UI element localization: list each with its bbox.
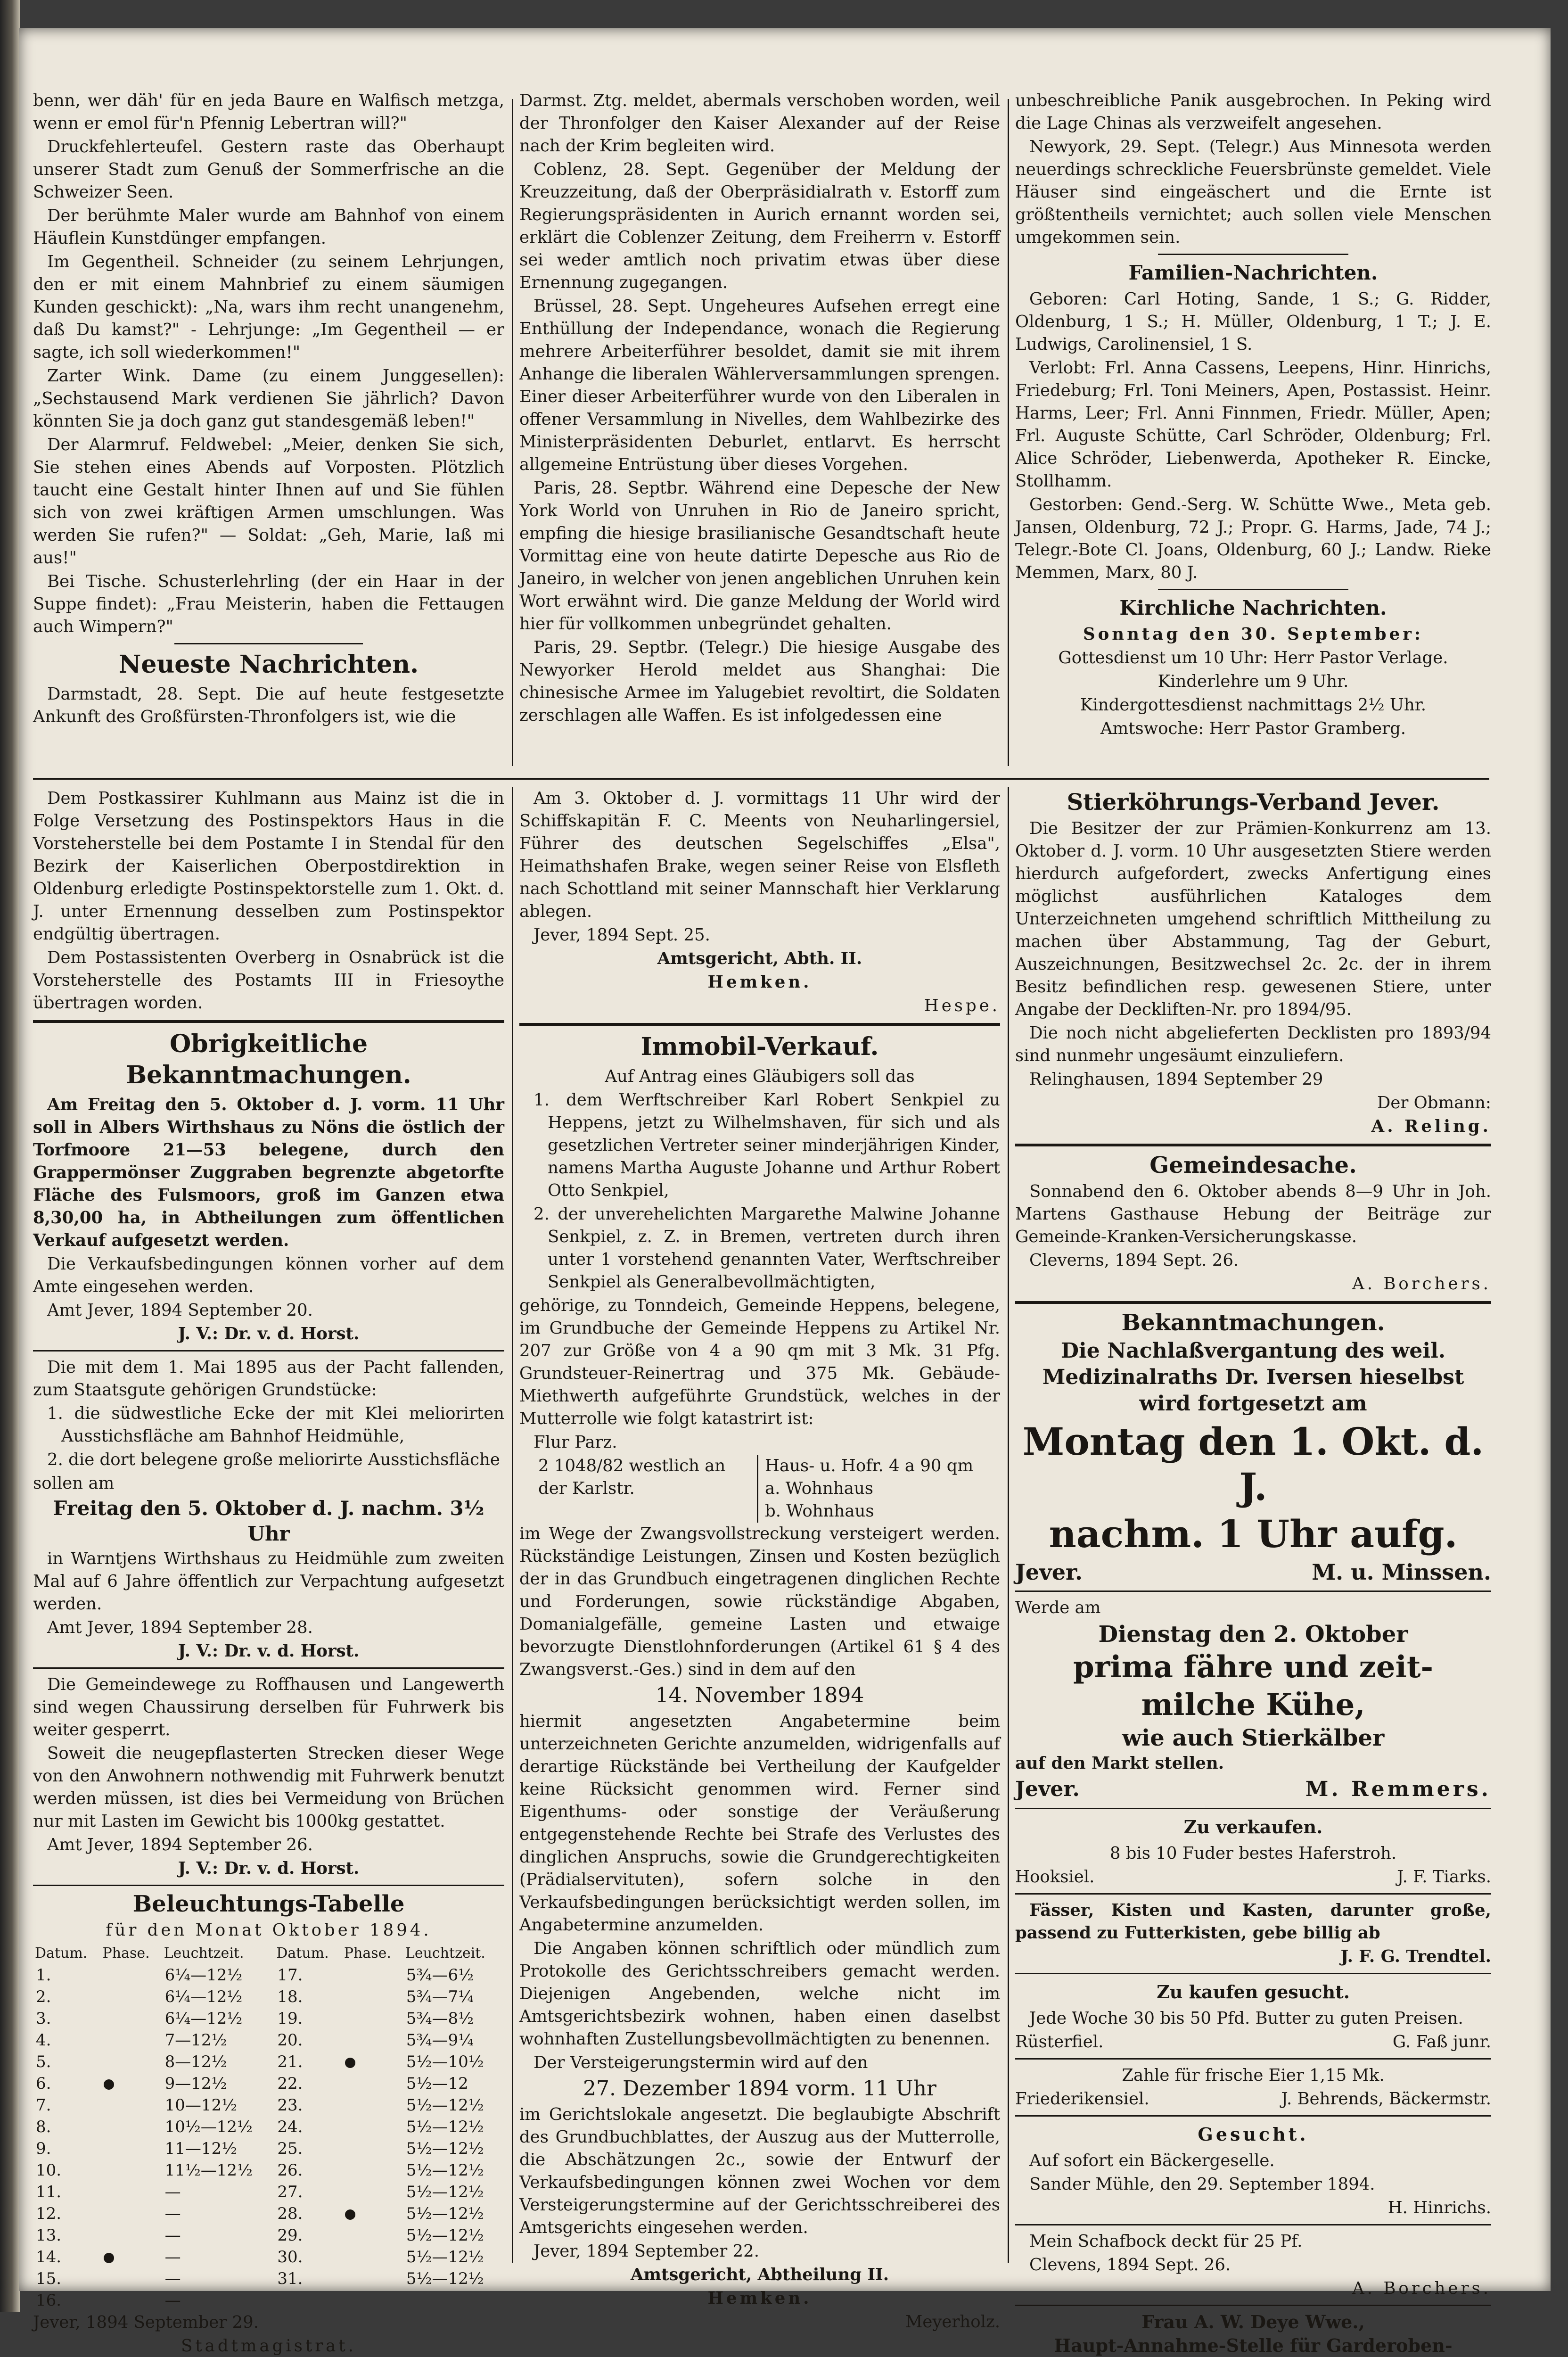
column-rule (1008, 787, 1009, 2263)
news-item-1: Darmst. Ztg. meldet, abermals verschoben worden, weil der Thronfolger den Kaiser Alexander auf der Reise nach der Krim begleiten wird. (519, 91, 1000, 156)
eier-body: Zahle für frische Eier 1,15 Mk. (1122, 2066, 1385, 2085)
moon-phase-cell (342, 2225, 403, 2246)
divider (1015, 2224, 1491, 2225)
section-heading-news: Neueste Nachrichten. (118, 650, 419, 679)
time-cell: 5½—12½ (406, 2118, 484, 2136)
deye-line-2: Haupt-Annahme-Stelle für Garderoben- (1054, 2335, 1453, 2356)
table-row (33, 2138, 504, 2159)
time-cell: — (164, 2248, 181, 2266)
moon-phase-icon (104, 2253, 114, 2263)
immobil-body-5: Der Versteigerungstermin wird auf den (534, 2053, 868, 2072)
time-cell: — (164, 2226, 181, 2245)
time-cell: — (164, 2204, 181, 2223)
anecdote-6: Der Alarmruf. Feldwebel: „Meier, denken Sie sich, Sie stehen eines Abends auf Vorposten. Plötzlich taucht eine Gestalt hinter Ihnen auf und Sie fühlen sich von zwei kräftigen Armen umschlungen. Was werden Sie rufen?" — Soldat: „Geh, Marie, laß mi aus!" (33, 435, 504, 568)
book-spine (0, 0, 20, 2312)
court-notice-text: Am 3. Oktober d. J. vormittags 11 Uhr wird der Schiffskapitän F. C. Meents von Neuharlingersiel, Führer des deutschen Segelschiffes „Elsa", Heimathshafen Brake, wegen seiner Reise von Elsfleth nach Schottland mit seiner Mannschaft hier Verklarung ablegen. (519, 789, 1000, 921)
official-notice-1-sig: J. V.: Dr. v. d. Horst. (178, 1324, 360, 1343)
date-cell: 29. (277, 2226, 303, 2245)
moon-phase-cell (342, 2116, 403, 2138)
eier-place: Friederikensiel. (1015, 2089, 1149, 2109)
col-header: Datum. (35, 1945, 88, 1961)
time-cell: — (164, 2183, 181, 2201)
date-cell: 1. (36, 1966, 51, 1985)
gesucht-place: Sander Mühle, den 29. September 1894. (1029, 2175, 1375, 2194)
faesser-sig: J. F. G. Trendtel. (1340, 1947, 1491, 1966)
immobil-flur: Flur Parz. (534, 1433, 617, 1452)
news-item-paris-2: Paris, 29. Septbr. (Telegr.) Die hiesige Ausgabe des Newyorker Herold meldet aus Shanghai: Die chinesische Armee im Yalugebiet revoltirt, die Soldaten zerschlagen alle Waffen. Es ist infolgedessen eine (519, 638, 1000, 725)
time-cell: 6¼—12½ (164, 1966, 243, 1985)
family-born: Geboren: Carl Hoting, Sande, 1 S.; G. Ridder, Oldenburg, 1 S.; H. Müller, Oldenburg, 1 T.; J. E. Ludwigs, Carolinensiel, 1 S. (1015, 289, 1491, 354)
table-row (33, 2290, 504, 2311)
moon-phase-cell (101, 1964, 162, 1986)
stier-body: Die Besitzer der zur Prämien-Konkurrenz am 13. Oktober d. J. vorm. 10 Uhr ausgesetzten Stiere werden hierdurch aufgefordert, zwecks Anfertigung eines möglichst ausführlichen Kataloges dem Unterzeichneten umgehend schriftlich Mittheilung zu machen über Abstammung, Tag der Geburt, Auszeichnungen, Besitzwechsel 2c. 2c. der in ihrem Besitz befindlichen resp. gewesenen Stiere, unter Angabe der Deckliften-Nr. pro 1894/95. (1015, 819, 1491, 1019)
time-cell: 5¾—7¼ (406, 1987, 474, 2006)
official-notice-2-sig: J. V.: Dr. v. d. Horst. (178, 1641, 360, 1661)
church-kids-service: Kindergottesdienst nachmittags 2½ Uhr. (1080, 695, 1427, 715)
moon-phase-cell (342, 2159, 403, 2181)
divider (33, 1350, 504, 1352)
date-cell (274, 2290, 342, 2311)
date-cell: 18. (277, 1987, 303, 2006)
moon-phase-cell (101, 1986, 162, 2008)
nachlass-time-big: nachm. 1 Uhr aufg. (1049, 1512, 1458, 1556)
parcel-line: b. Wohnhaus (765, 1501, 874, 1521)
time-cell: 10½—12½ (164, 2118, 253, 2136)
eier-sig-row (1015, 2088, 1491, 2110)
official-notice-2-item-1: 1. die südwestliche Ecke der mit Klei meliorirten Ausstichsfläche am Bahnhof Heidmühle, (47, 1404, 504, 1446)
moon-phase-cell (101, 2181, 162, 2203)
top-column-2 (519, 90, 1000, 773)
divider (1015, 1808, 1491, 1809)
date-cell: 11. (36, 2183, 62, 2201)
gesucht-body: Auf sofort ein Bäckergeselle. (1029, 2151, 1275, 2170)
column-rule (512, 787, 513, 2263)
official-notice-2-item-2: 2. die dort belegene große meliorirte Ausstichsfläche (47, 1450, 500, 1469)
time-cell: 5½—12 (406, 2074, 468, 2093)
immobil-place: Jever, 1894 September 22. (534, 2242, 760, 2261)
section-heading-immobil: Immobil-Verkauf. (640, 1032, 879, 1061)
table-row (33, 2094, 504, 2116)
anecdote-3: Der berühmte Maler wurde am Bahnhof von einem Häuflein Kunstdünger empfangen. (33, 206, 504, 248)
time-cell: 5¾—8½ (406, 2009, 474, 2028)
divider (1015, 1893, 1491, 1895)
immobil-body-6: im Gerichtslokale angesetzt. Die beglaubigte Abschrift des Grundbuchblattes, der Auszug aus der Mutterrolle, die Abschätzungen 2c., sowie der Entwurf der Verkaufsbedingungen können zwei Wochen vor dem Versteigerungstermine auf der Gerichtsschreiberei des Amtsgerichts eingesehen werden. (519, 2105, 1000, 2237)
moon-phase-cell (342, 2181, 403, 2203)
time-cell: — (164, 2291, 181, 2310)
date-cell: 15. (36, 2269, 62, 2288)
moon-phase-cell (101, 2116, 162, 2138)
official-notice-1: Am Freitag den 5. Oktober d. J. vorm. 11 Uhr soll in Albers Wirthshaus zu Nöns die östlich der Torfmoore 21—53 belegene, durch den Grappermönser Zuggraben begrenzte abgetorfte Fläche des Fulsmoors, groß im Ganzen etwa 8,30,00 ha, in Abtheilungen zum öffentlichen Verkauf aufgesetzt werden. (33, 1095, 504, 1250)
stier-body-2: Die noch nicht abgelieferten Decklisten pro 1893/94 sind nunmehr ungesäumt einzuliefern. (1015, 1023, 1491, 1065)
stier-place: Relinghausen, 1894 September 29 (1029, 1070, 1323, 1089)
verkaufen-sig: J. F. Tiarks. (1397, 1867, 1491, 1887)
anecdote-4: Im Gegentheil. Schneider (zu seinem Lehrjungen, den er mit einem Mahnbrief zu einem säumigen Kunden geschickt): „Na, wars ihm recht unangenehm, daß Du kamst?" - Lehrjunge: „Im Gegentheil — er sagte, ich soll wiederkommen!" (33, 252, 504, 362)
anecdote-5: Zarter Wink. Dame (zu einem Junggesellen): „Sechstausend Mark verdienen Sie jährlich? Davon könnten Sie ja doch ganz gut standesgemäß leben!" (33, 366, 504, 431)
table-row (33, 2116, 504, 2138)
nachlass-sig: M. u. Minssen. (1312, 1559, 1491, 1585)
court-notice-sig-3: Hespe. (924, 996, 1000, 1015)
immobil-body-3: hiermit angesetzten Angabetermine beim unterzeichneten Gerichte anzumelden, widrigenfalls auf derartige Rückstände bei Vertheilung der Kaufgelder keine Rücksicht genommen wird. Ferner sind Eigenthums- oder sonstige der Veräußerung entgegenstehende Rechte bei Strafe des Verlustes des dinglichen Anspruchs, sowie die Grundgerechtigkeiten (Prädialservituten), sofern solche in den Verkaufsbedingungen berücksichtigt werden sollen, im Angabetermine anzumelden. (519, 1712, 1000, 1935)
kaufen-sig: G. Faß junr. (1392, 2032, 1491, 2052)
bekannt-heading: Bekanntmachungen. (1121, 1310, 1385, 1336)
date-cell: 26. (277, 2161, 303, 2180)
church-date: Sonntag den 30. September: (1083, 625, 1424, 644)
time-cell: 11½—12½ (164, 2161, 253, 2180)
gemeinde-sig: A. Borchers. (1352, 1274, 1491, 1294)
divider (33, 1885, 504, 1886)
moon-phase-cell (101, 2246, 162, 2268)
date-cell: 27. (277, 2183, 303, 2201)
section-heading-church: Kirchliche Nachrichten. (1119, 596, 1387, 619)
moon-phase-icon (345, 2209, 355, 2220)
time-cell: 5¾—6½ (406, 1966, 474, 1985)
date-cell: 5. (36, 2052, 51, 2071)
table-row (33, 2029, 504, 2051)
remmers-intro: Werde am (1015, 1598, 1101, 1617)
table-row (33, 1986, 504, 2008)
family-engaged: Verlobt: Frl. Anna Cassens, Leepens, Hinr. Hinrichs, Friedeburg; Frl. Toni Meiners, Apen, Postassist. Heinr. Harms, Leer; Frl. Anni Finnmen, Friedr. Müller, Apen; Frl. Auguste Schütte, Carl Schröder, Oldenburg; Frl. Alice Schröder, Liebenwerda, Apotheker R. Eincke, Stollhamm. (1015, 358, 1491, 491)
parcel-line: Haus- u. Hofr. 4 a 90 qm (765, 1456, 974, 1475)
immobil-date-1: 14. November 1894 (655, 1683, 864, 1707)
moon-phase-icon (104, 2079, 114, 2090)
section-heading-family: Familien-Nachrichten. (1128, 261, 1378, 284)
stier-sig-2: A. Reling. (1371, 1117, 1491, 1136)
date-cell: 24. (277, 2118, 303, 2136)
immobil-parcel-right (757, 1455, 973, 1523)
moon-phase-cell (342, 2203, 403, 2225)
faesser-body: Fässer, Kisten und Kasten, darunter große, passend zu Futterkisten, gebe billig ab (1015, 1901, 1491, 1943)
official-notice-3-sig: J. V.: Dr. v. d. Horst. (178, 1859, 360, 1878)
gemeinde-body: Sonnabend den 6. Oktober abends 8—9 Uhr in Joh. Martens Gasthause Hebung der Beiträge zur Gemeinde-Kranken-Versicherungskasse. (1015, 1182, 1491, 1246)
moon-phase-cell (101, 2138, 162, 2159)
official-notice-2-date: Amt Jever, 1894 September 28. (47, 1618, 313, 1637)
post-notice-1: Dem Postkassirer Kuhlmann aus Mainz ist die in Folge Versetzung des Postinspektors Haus in die Vorsteherstelle bei dem Postamte I in Stendal für den Bezirk der Kaiserlichen Oberpostdirektion in Oldenburg erledigte Postinspektorstelle zum 1. Okt. d. J. unter Ernennung desselben zum Postinspektor endgültig übertragen. (33, 789, 504, 944)
schafbock-sig: A. Borchers. (1352, 2279, 1491, 2298)
newspaper-page (19, 28, 1551, 2356)
immobil-sig-2: Hemken. (707, 2289, 812, 2308)
time-cell: 10—12½ (164, 2096, 238, 2115)
date-cell: 25. (277, 2139, 303, 2158)
date-cell: 20. (277, 2031, 303, 2050)
kaufen-place: Rüsterfiel. (1015, 2032, 1104, 2052)
time-cell: 11—12½ (164, 2139, 238, 2158)
nachlass-place: Jever. (1015, 1559, 1083, 1585)
time-cell: 7—12½ (164, 2031, 227, 2050)
moon-phase-cell (101, 2094, 162, 2116)
time-cell: 5½—12½ (406, 2226, 484, 2245)
time-cell: 5¾—9¼ (406, 2031, 474, 2050)
news-item-bruessel: Brüssel, 28. Sept. Ungeheures Aufsehen erregt eine Enthüllung der Independance, wonach die Regierung mehrere Arbeiterführer besoldet, damit sie mit ihrem Anhange die liberalen Wählerversammlungen sprengen. Einer dieser Arbeiterführer wurde von den Liberalen in offener Versammlung in Nivelles, dem Wahlbezirke des Ministerpräsidenten Deburlet, entlarvt. Es herrscht allgemeine Entrüstung über dieses Vorgehen. (519, 297, 1000, 474)
top-column-1 (33, 90, 504, 773)
table-row (33, 2268, 504, 2290)
divider (1015, 1144, 1491, 1146)
remmers-calves: wie auch Stierkälber (1122, 1725, 1385, 1751)
divider (33, 1667, 504, 1669)
official-notice-3-date: Amt Jever, 1894 September 26. (47, 1835, 313, 1854)
official-notice-3: Die Gemeindewege zu Roffhausen und Langewerth sind wegen Chaussirung derselben für Fuhrwerk bis weiter gesperrt. (33, 1675, 504, 1739)
lighting-table-body (33, 1964, 504, 2311)
lighting-sig-1: Stadtmagistrat. (181, 2336, 356, 2356)
moon-phase-cell (342, 1964, 403, 1986)
top-column-3 (1015, 90, 1491, 773)
date-cell: 8. (36, 2118, 51, 2136)
date-cell: 13. (36, 2226, 62, 2245)
lower-middle-column (519, 787, 1000, 2332)
time-cell: 8—12½ (164, 2052, 227, 2071)
immobil-sig-1: Amtsgericht, Abtheilung II. (630, 2265, 889, 2284)
divider (519, 1023, 1000, 1026)
col-header: Datum. (276, 1945, 329, 1961)
date-cell: 30. (277, 2248, 303, 2266)
table-row (33, 2073, 504, 2094)
divider (1015, 1301, 1491, 1304)
verkaufen-heading: Zu verkaufen. (1183, 1816, 1323, 1838)
official-notice-2-date-big: Freitag den 5. Oktober d. J. nachm. 3½ Uhr (53, 1497, 484, 1545)
date-cell: 12. (36, 2204, 62, 2223)
date-cell: 31. (277, 2269, 303, 2288)
moon-phase-cell (342, 2094, 403, 2116)
time-cell: — (164, 2269, 181, 2288)
moon-phase-cell (101, 2029, 162, 2051)
divider (1015, 2305, 1491, 2306)
lighting-table-heading: Beleuchtungs-Tabelle (132, 1891, 405, 1917)
immobil-intro: Auf Antrag eines Gläubigers soll das (605, 1067, 915, 1086)
divider (33, 1020, 504, 1023)
nachlass-sig-row (1015, 1558, 1491, 1586)
kaufen-sig-row (1015, 2031, 1491, 2053)
table-row (33, 2246, 504, 2268)
time-cell: 6¼—12½ (164, 2009, 243, 2028)
court-notice-date: Jever, 1894 Sept. 25. (534, 925, 710, 945)
moon-phase-cell (101, 2203, 162, 2225)
lighting-table-header-row (33, 1943, 504, 1964)
moon-phase-cell (342, 2051, 403, 2073)
moon-phase-cell (101, 2225, 162, 2246)
stier-heading: Stierköhrungs-Verband Jever. (1067, 789, 1440, 816)
moon-phase-cell (101, 2008, 162, 2029)
table-row (33, 2203, 504, 2225)
immobil-item-1: 1. dem Werftschreiber Karl Robert Senkpiel zu Heppens, jetzt zu Wilhelmshaven, für sich und als gesetzlichen Vertreter seiner minderjährigen Kinder, namens Martha Auguste Johanne und Arthur Robert Otto Senkpiel, (534, 1090, 1000, 1200)
immobil-date-2: 27. Dezember 1894 vorm. 11 Uhr (583, 2077, 936, 2101)
divider (1015, 1591, 1491, 1592)
official-notice-2-sollen: sollen am (33, 1474, 115, 1493)
date-cell: 2. (36, 1987, 51, 2006)
gemeinde-heading: Gemeindesache. (1149, 1152, 1357, 1178)
moon-phase-cell (342, 2008, 403, 2029)
immobil-parcel (519, 1455, 1000, 1523)
gemeinde-place: Cleverns, 1894 Sept. 26. (1029, 1251, 1239, 1270)
news-item-peking: unbeschreibliche Panik ausgebrochen. In Peking wird die Lage Chinas als verzweifelt angesehen. (1015, 91, 1491, 133)
date-cell: 10. (36, 2161, 62, 2180)
time-cell: 6¼—12½ (164, 1987, 243, 2006)
immobil-item-2: 2. der unverehelichten Margarethe Malwine Johanne Senkpiel, z. Z. in Bremen, vertreten durch ihren unter 1 vorstehend genannten Vater, Werftschreiber Senkpiel als Generalbevollmächtigten, (534, 1204, 1000, 1292)
remmers-sig: M. Remmers. (1305, 1777, 1491, 1801)
date-cell: 21. (277, 2052, 303, 2071)
family-died: Gestorben: Gend.-Serg. W. Schütte Wwe., Meta geb. Jansen, Oldenburg, 72 J.; Propr. G. Harms, Jade, 74 J.; Telegr.-Bote Cl. Joans, Oldenburg, 60 J.; Landw. Rieke Memmen, Marx, 80 J. (1015, 495, 1491, 582)
lower-left-column (33, 787, 504, 2356)
eier-sig: J. Behrends, Bäckermstr. (1281, 2089, 1491, 2109)
table-row (33, 1964, 504, 1986)
moon-phase-icon (345, 2058, 355, 2068)
remmers-place: Jever. (1015, 1777, 1080, 1801)
section-divider (33, 778, 1489, 780)
news-item-coblenz: Coblenz, 28. Sept. Gegenüber der Meldung der Kreuzzeitung, daß der Oberpräsidialrath v. Estorff zum Regierungspräsidenten in Aurich ernannt worden sei, erklärt die Coblenzer Zeitung, dem Freiherrn v. Estorff sei weder amtlich noch privatim etwas über diese Ernennung zugegangen. (519, 160, 1000, 292)
col-header: Leuchtzeit. (405, 1945, 485, 1961)
date-cell: 4. (36, 2031, 51, 2050)
remmers-sig-row (1015, 1776, 1491, 1803)
post-notice-2: Dem Postassistenten Overberg in Osnabrück ist die Vorsteherstelle des Postamts III in Friesoythe übertragen worden. (33, 948, 504, 1013)
gesucht-heading: Gesucht. (1198, 2124, 1309, 2145)
kaufen-heading: Zu kaufen gesucht. (1157, 1981, 1350, 2003)
official-notice-3b: Soweit die neugepflasterten Strecken dieser Wege von den Anwohnern nothwendig mit Fuhrwerk benutzt werden müssen, ist dies bei Vermeidung von Brüchen nur mit Lasten im Gewicht bis 1000kg gestattet. (33, 1744, 504, 1831)
nachlass-text: Die Nachlaßvergantung des weil. Medizinalraths Dr. Iversen hieselbst wird fortgesetzt am (1042, 1339, 1464, 1416)
kaufen-body: Jede Woche 30 bis 50 Pfd. Butter zu guten Preisen. (1029, 2009, 1463, 2028)
time-cell: 5½—12½ (406, 2096, 484, 2115)
church-kids: Kinderlehre um 9 Uhr. (1158, 672, 1349, 691)
table-row (33, 2159, 504, 2181)
schafbock-body: Mein Schafbock deckt für 25 Pf. (1029, 2232, 1303, 2251)
lighting-table (33, 1943, 504, 2311)
table-row (33, 2181, 504, 2203)
moon-phase-cell (342, 2073, 403, 2094)
moon-phase-cell (101, 2159, 162, 2181)
official-notice-2: Die mit dem 1. Mai 1895 aus der Pacht fallenden, zum Staatsgute gehörigen Grundstücke: (33, 1358, 504, 1400)
divider (1158, 254, 1348, 255)
date-cell: 9. (36, 2139, 51, 2158)
verkaufen-place: Hooksiel. (1015, 1867, 1095, 1887)
col-header: Phase. (102, 1945, 150, 1961)
moon-phase-cell (342, 2290, 403, 2311)
verkaufen-body: 8 bis 10 Fuder bestes Haferstroh. (1109, 1844, 1397, 1863)
lighting-table-subheading: für den Monat Oktober 1894. (106, 1920, 432, 1940)
date-cell: 16. (36, 2291, 62, 2310)
section-heading-official: Obrigkeitliche Bekanntmachungen. (126, 1030, 411, 1089)
nachlass-date-big: Montag den 1. Okt. d. J. (1022, 1419, 1484, 1509)
date-cell: 6. (36, 2074, 51, 2093)
date-cell: 28. (277, 2204, 303, 2223)
stier-sig-1: Der Obmann: (1377, 1093, 1491, 1113)
anecdote-2: Druckfehlerteufel. Gestern raste das Oberhaupt unserer Stadt zum Genuß der Sommerfrische an die Schweizer Seen. (33, 137, 504, 202)
immobil-parcel-left: 2 1048/82 westlich an der Karlstr. (538, 1456, 726, 1498)
date-cell: 14. (36, 2248, 62, 2266)
time-cell: 5½—12½ (406, 2248, 484, 2266)
deye-line-1: Frau A. W. Deye Wwe., (1141, 2311, 1365, 2332)
moon-phase-cell (101, 2051, 162, 2073)
date-cell: 23. (277, 2096, 303, 2115)
date-cell: 7. (36, 2096, 51, 2115)
news-item-paris-1: Paris, 28. Septbr. Während eine Depesche der New York World von Unruhen in Rio de Janeiro spricht, empfing die hiesige brasilianische Gesandtschaft heute Vormittag eine von heute datirte Depesche aus Rio de Janeiro, in welcher von jenen angeblichen Unruhen kein Wort erwähnt wird. Die ganze Meldung der World wird hier für vollkommen unbegründet gehalten. (519, 478, 1000, 634)
immobil-body: gehörige, zu Tonndeich, Gemeinde Heppens, belegene, im Grundbuche der Gemeinde Heppens zu Artikel Nr. 207 zur Größe von 4 a 90 qm mit 3 Mk. 31 Pfg. Grundsteuer-Reinertrag und 375 Mk. Gebäude-Miethwerth aufgeführte Grundstück, welches in der Mutterrolle wie folgt katastrirt ist: (519, 1296, 1000, 1428)
immobil-body-4: Die Angaben können schriftlich oder mündlich zum Protokolle des Gerichtsschreibers gemacht werden. Diejenigen Angebenden, welche nicht im Amtsgerichtsbezirk wohnen, haben einen daselbst wohnhaften Zustellungsbevollmächtigten zu benennen. (519, 1939, 1000, 2049)
moon-phase-cell (342, 2138, 403, 2159)
schafbock-place: Clevens, 1894 Sept. 26. (1029, 2255, 1231, 2275)
court-notice-sig-1: Amtsgericht, Abth. II. (657, 949, 862, 968)
table-row (33, 2008, 504, 2029)
time-cell (403, 2290, 504, 2311)
moon-phase-cell (342, 2268, 403, 2290)
table-row (33, 2051, 504, 2073)
divider (1015, 2058, 1491, 2060)
remmers-date: Dienstag den 2. Oktober (1098, 1621, 1408, 1648)
church-week: Amtswoche: Herr Pastor Gramberg. (1100, 719, 1406, 738)
date-cell: 22. (277, 2074, 303, 2093)
news-darmstadt: Darmstadt, 28. Sept. Die auf heute festgesetzte Ankunft des Großfürsten-Thronfolgers ist, wie die (33, 684, 504, 726)
col-header: Phase. (344, 1945, 391, 1961)
moon-phase-cell (101, 2290, 162, 2311)
moon-phase-cell (101, 2268, 162, 2290)
verkaufen-sig-row (1015, 1866, 1491, 1888)
divider (1015, 2115, 1491, 2117)
immobil-body-2: im Wege der Zwangsvollstreckung versteigert werden. Rückständige Leistungen, Zinsen und Kosten bezüglich der in das Grundbuch eingetragenen dinglichen Rechte und Forderungen, sowie rückständige Abgaben, Domanialgefälle, gemeine Lasten und etwaige bevorzugte Dienstlohnforderungen (Artikel 61 § 4 des Zwangsverst.-Ges.) sind in dem auf den (519, 1524, 1000, 1679)
official-notice-1-date: Amt Jever, 1894 September 20. (47, 1301, 313, 1320)
divider (174, 643, 363, 644)
anecdote-1: benn, wer däh' für en jeda Baure en Walfisch metzga, wenn er emol für'n Pfennig Lebertran will?" (33, 91, 504, 133)
time-cell: 5½—10½ (406, 2052, 484, 2071)
remmers-market: auf den Markt stellen. (1015, 1754, 1224, 1773)
news-item-newyork: Newyork, 29. Sept. (Telegr.) Aus Minnesota werden neuerdings schreckliche Feuersbrünste gemeldet. Viele Häuser sind eingeäschert und die Ernte ist größtentheils vernichtet; auch sollen viele Menschen umgekommen sein. (1015, 137, 1491, 247)
moon-phase-cell (342, 2029, 403, 2051)
column-rule (1008, 99, 1009, 766)
parcel-line: a. Wohnhaus (765, 1479, 874, 1498)
column-rule (512, 99, 513, 766)
moon-phase-cell (342, 1986, 403, 2008)
moon-phase-cell (342, 2246, 403, 2268)
divider (1158, 589, 1348, 590)
date-cell: 17. (277, 1966, 303, 1985)
time-cell: 5½—12½ (406, 2139, 484, 2158)
official-notice-2b: in Warntjens Wirthshaus zu Heidmühle zum zweiten Mal auf 6 Jahre öffentlich zur Verpachtung aufgesetzt werden. (33, 1549, 504, 1614)
moon-phase-cell (101, 2073, 162, 2094)
time-cell: 5½—12½ (406, 2161, 484, 2180)
court-notice-sig-2: Hemken. (707, 972, 812, 992)
remmers-cows-2: milche Kühe, (1141, 1687, 1365, 1722)
time-cell: 9—12½ (164, 2074, 227, 2093)
official-notice-1b: Die Verkaufsbedingungen können vorher auf dem Amte eingesehen werden. (33, 1254, 504, 1296)
church-service: Gottesdienst um 10 Uhr: Herr Pastor Verlage. (1058, 648, 1448, 668)
divider (1015, 1973, 1491, 1974)
time-cell: 5½—12½ (406, 2204, 484, 2223)
lighting-date: Jever, 1894 September 29. (33, 2313, 259, 2332)
gesucht-sig: H. Hinrichs. (1387, 2198, 1491, 2217)
col-header: Leuchtzeit. (164, 1945, 244, 1961)
date-cell: 19. (277, 2009, 303, 2028)
time-cell: 5½—12½ (406, 2183, 484, 2201)
date-cell: 3. (36, 2009, 51, 2028)
table-row (33, 2225, 504, 2246)
remmers-cows-1: prima fähre und zeit- (1073, 1649, 1434, 1685)
immobil-sig-3: Meyerholz. (905, 2312, 1000, 2332)
lower-right-column (1015, 787, 1491, 2356)
anecdote-7: Bei Tische. Schusterlehrling (der ein Haar in der Suppe findet): „Frau Meisterin, haben die Fettaugen auch Wimpern?" (33, 572, 504, 636)
time-cell: 5½—12½ (406, 2269, 484, 2288)
